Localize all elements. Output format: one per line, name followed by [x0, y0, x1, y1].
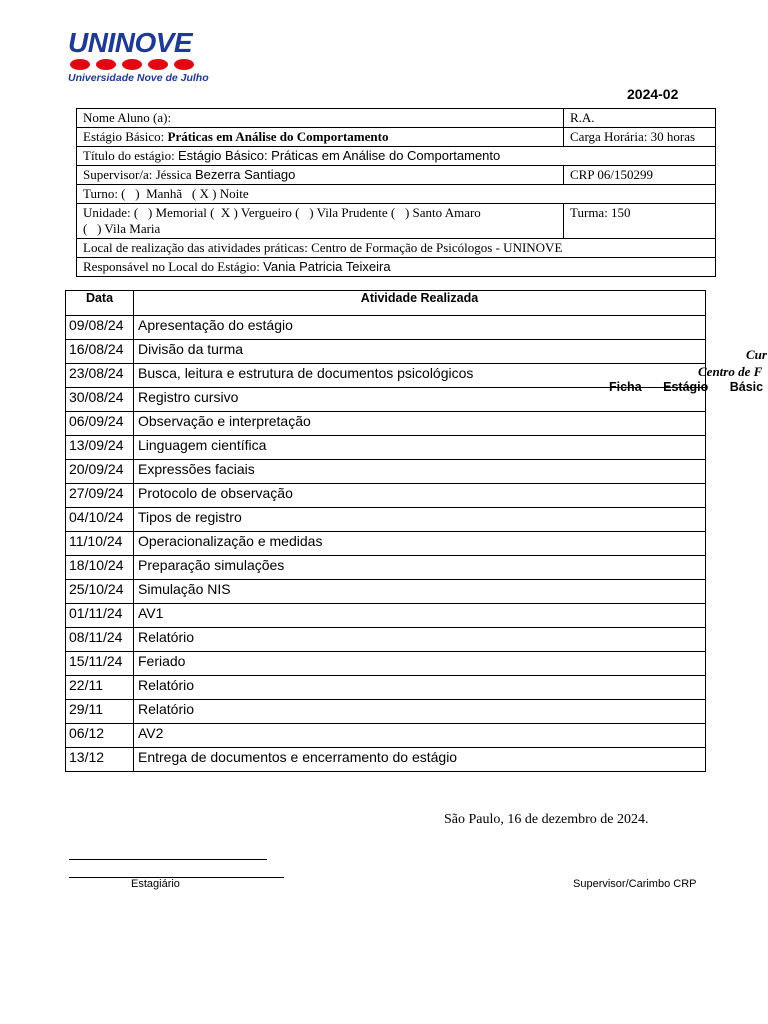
period-label: 2024-02: [627, 86, 679, 102]
logo-wordmark: UNINOVE: [68, 27, 193, 58]
row-date: 09/08/24: [66, 316, 134, 340]
internship-cell: Estágio Básico: Práticas em Análise do Comportamento: [77, 128, 564, 147]
internship-title-cell: Título do estágio: Estágio Básico: Práticas em Análise do Comportamento: [77, 147, 716, 166]
row-date: 23/08/24: [66, 364, 134, 388]
table-row: [66, 484, 706, 508]
table-row: [66, 748, 706, 772]
row-date: 06/12: [66, 724, 134, 748]
table-row: [66, 460, 706, 484]
row-activity: Simulação NIS: [134, 580, 706, 604]
table-row: [66, 700, 706, 724]
uninove-logo: [68, 28, 208, 88]
row-activity: Expressões faciais: [134, 460, 706, 484]
ra-cell: R.A.: [564, 109, 716, 128]
side-text-line3: Ficha Estágio Básic: [609, 380, 764, 394]
table-row: [66, 340, 706, 364]
place-date: São Paulo, 16 de dezembro de 2024.: [444, 812, 649, 827]
table-row: [66, 364, 706, 388]
row-activity: Registro cursivo: [134, 388, 706, 412]
table-row: [66, 388, 706, 412]
table-row: [66, 604, 706, 628]
row-activity: Tipos de registro: [134, 508, 706, 532]
row-date: 30/08/24: [66, 388, 134, 412]
table-row: [66, 436, 706, 460]
row-activity: Entrega de documentos e encerramento do estágio: [134, 748, 706, 772]
row-activity: Preparação simulações: [134, 556, 706, 580]
row-date: 22/11: [66, 676, 134, 700]
row-date: 01/11/24: [66, 604, 134, 628]
row-activity: Divisão da turma: [134, 340, 706, 364]
row-activity: AV1: [134, 604, 706, 628]
row-activity: AV2: [134, 724, 706, 748]
signature-line-short: [69, 859, 267, 860]
header-date: Data: [66, 291, 134, 316]
table-row: [66, 508, 706, 532]
row-date: 27/09/24: [66, 484, 134, 508]
responsible-cell: Responsável no Local do Estágio: Vania Patricia Teixeira: [77, 258, 716, 277]
table-row: [66, 724, 706, 748]
row-date: 16/08/24: [66, 340, 134, 364]
table-row: [66, 412, 706, 436]
row-date: 08/11/24: [66, 628, 134, 652]
row-activity: Relatório: [134, 700, 706, 724]
row-activity: Busca, leitura e estrutura de documentos psicológicos: [134, 364, 706, 388]
class-cell: Turma: 150: [564, 204, 716, 239]
table-row: [66, 652, 706, 676]
table-row: [66, 676, 706, 700]
row-date: 18/10/24: [66, 556, 134, 580]
row-date: 15/11/24: [66, 652, 134, 676]
workload-cell: Carga Horária: 30 horas: [564, 128, 716, 147]
row-activity: Apresentação do estágio: [134, 316, 706, 340]
row-date: 20/09/24: [66, 460, 134, 484]
side-text-line1: Cur: [746, 347, 767, 362]
crp-cell: CRP 06/150299: [564, 166, 716, 185]
row-activity: Linguagem científica: [134, 436, 706, 460]
student-info-table: [76, 108, 716, 277]
row-activity: Protocolo de observação: [134, 484, 706, 508]
supervisor-cell: Supervisor/a: Jéssica Bezerra Santiago: [77, 166, 564, 185]
row-activity: Observação e interpretação: [134, 412, 706, 436]
unit-cell: Unidade: ( ) Memorial ( X ) Vergueiro ( ) Vila Prudente ( ) Santo Amaro ( ) Vila Maria: [77, 204, 564, 239]
table-row: [66, 628, 706, 652]
row-date: 25/10/24: [66, 580, 134, 604]
table-row: [66, 316, 706, 340]
activities-table: [65, 290, 706, 772]
row-date: 04/10/24: [66, 508, 134, 532]
side-text-line2: Centro de F: [698, 364, 763, 379]
row-date: 11/10/24: [66, 532, 134, 556]
row-date: 13/12: [66, 748, 134, 772]
row-activity: Relatório: [134, 628, 706, 652]
logo-dots: [70, 59, 208, 70]
table-row: [66, 556, 706, 580]
shift-cell: Turno: ( ) Manhã ( X ) Noite: [77, 185, 716, 204]
supervisor-signature-label: Supervisor/Carimbo CRP: [573, 878, 697, 890]
table-row: [66, 532, 706, 556]
row-activity: Operacionalização e medidas: [134, 532, 706, 556]
row-date: 06/09/24: [66, 412, 134, 436]
location-cell: Local de realização das atividades práticas: Centro de Formação de Psicólogos - UNINOVE: [77, 239, 716, 258]
header-activity: Atividade Realizada: [134, 291, 706, 316]
student-name-cell: Nome Aluno (a):: [77, 109, 564, 128]
logo-subtitle: Universidade Nove de Julho: [68, 72, 209, 84]
row-activity: Feriado: [134, 652, 706, 676]
table-row: [66, 580, 706, 604]
row-date: 29/11: [66, 700, 134, 724]
row-date: 13/09/24: [66, 436, 134, 460]
row-activity: Relatório: [134, 676, 706, 700]
intern-signature-label: Estagiário: [131, 878, 180, 890]
